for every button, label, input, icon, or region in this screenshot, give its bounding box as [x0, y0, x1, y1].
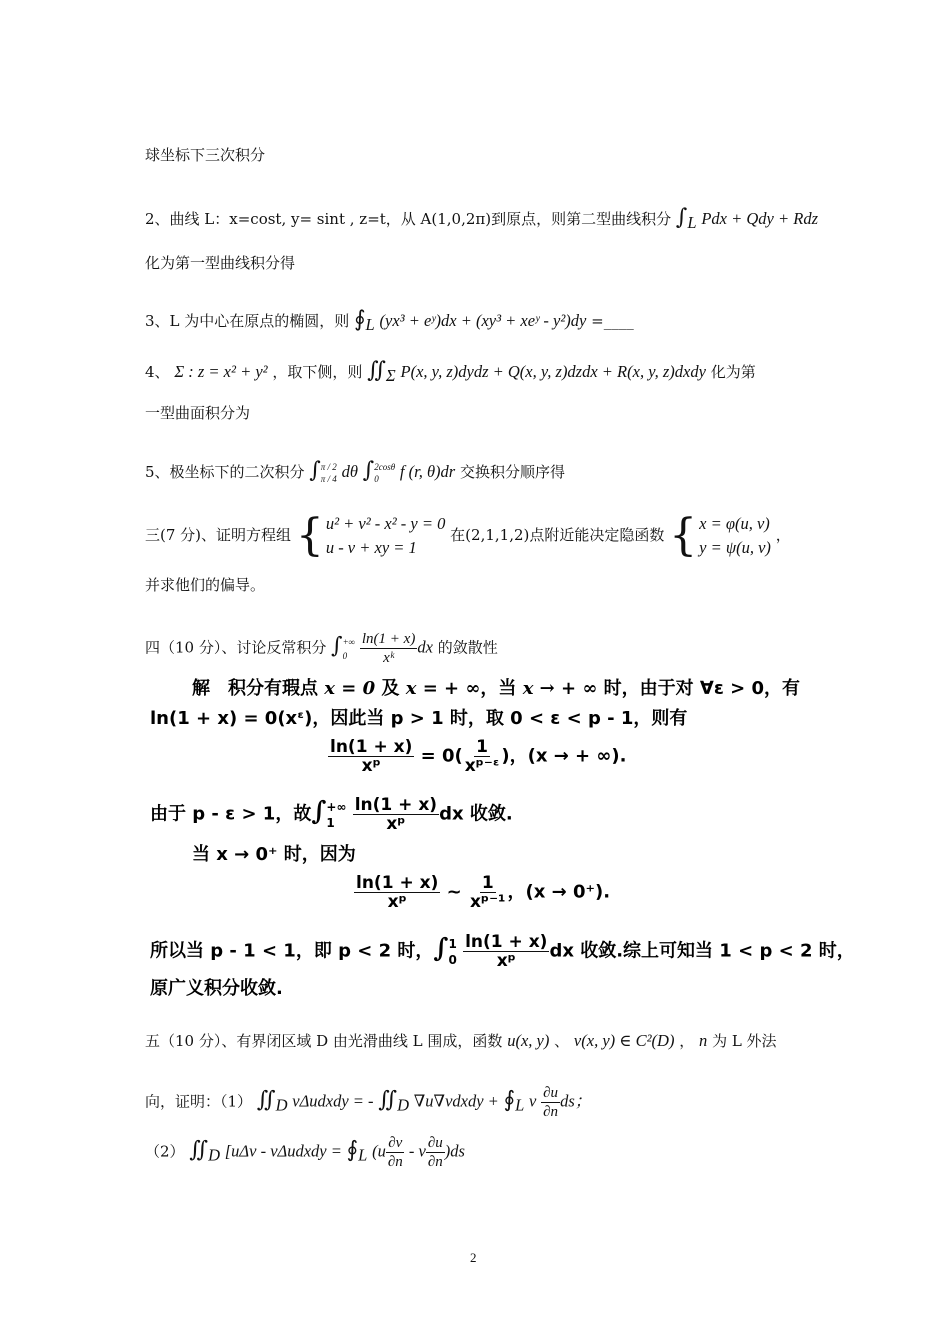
integral-sign: ∫ [331, 633, 343, 659]
q8-p1-mid: ∇u∇vdxdy + [413, 1091, 499, 1111]
brace-icon: { [295, 510, 324, 561]
q8-part1 [145, 1084, 591, 1121]
q2-formula: Pdx + Qdy + Rdz [701, 209, 819, 228]
sol-l7-upper: 1 [448, 936, 457, 951]
q5-outer-lower: π / 4 [320, 474, 337, 484]
q5-inner-lower: 0 [374, 474, 379, 484]
q7-d: dx [417, 637, 433, 657]
question-4 [145, 360, 756, 387]
sol-l7-frac [463, 933, 549, 970]
q8-p2-tail: )ds [444, 1141, 465, 1161]
sol-l6-den: xᵖ [387, 892, 407, 912]
section-title: 球坐标下三次积分 [145, 146, 266, 164]
sol-l6-mid: ~ [440, 881, 468, 903]
q8-p2-num1: ∂v [388, 1135, 403, 1151]
q5-inner-upper: 2cosθ [374, 462, 396, 472]
q8-p1-tail: ds； [560, 1091, 592, 1111]
question-3-section [145, 512, 791, 560]
solution-line-5: 当 x → 0⁺ 时，因为 [192, 844, 356, 865]
sol-l1-c: 及 [375, 678, 406, 699]
q5-tail: 交换积分顺序得 [460, 463, 566, 481]
q4-tail: 化为第 [710, 363, 756, 381]
q8-p1-lhs: vΔudxdy = - [292, 1091, 374, 1111]
sol-l3-num2: 1 [476, 737, 488, 757]
q8-prefix: 五（10 分）、有界闭区域 D 由光滑曲线 L 围成，函数 [145, 1032, 503, 1050]
q8-comma: ， [679, 1032, 695, 1050]
sol-l7-a: 所以当 p - 1 < 1，即 p < 2 时， [150, 940, 434, 962]
q8-p2-open: (u [372, 1141, 386, 1161]
q8-p1-v: v [529, 1091, 537, 1111]
sol-l3-eq: = 0( [414, 745, 463, 767]
sol-l4-tail: dx 收敛. [439, 803, 513, 825]
q8-p1-den: ∂n [543, 1104, 559, 1120]
integral-sign: ∫ [309, 458, 321, 483]
q8-n: n [699, 1031, 708, 1050]
q5-outer-d: dθ [341, 462, 358, 481]
q7-num: ln(1 + x) [361, 631, 416, 647]
q7-upper: +∞ [342, 636, 356, 647]
integral-sign: ∫ [675, 205, 688, 230]
q8-p2-prefix: （2） [145, 1142, 185, 1161]
q8-tail: 为 L 外法 [712, 1032, 777, 1050]
question-5 [145, 460, 565, 485]
q8-sub-d: D [397, 1095, 409, 1115]
sol-l4-limits [326, 799, 346, 831]
sol-l6-frac2 [468, 874, 508, 911]
sol-l3-tail: )，(x → + ∞). [501, 745, 627, 767]
integral-sign: ∫ [311, 796, 327, 827]
sol-l3-frac2 [463, 738, 502, 775]
implicit-functions [669, 512, 771, 560]
q4-line2: 一型曲面积分为 [145, 404, 251, 422]
q3-text: 3、L 为中心在原点的椭圆，则 [145, 312, 350, 330]
sol-l4-frac [353, 796, 439, 833]
sol-l7-den: xᵖ [496, 951, 516, 971]
sol-l1-a: 解 积分有瑕点 [192, 678, 325, 699]
q4-formula: P(x, y, z)dydz + Q(x, y, z)dzdx + R(x, y, z)dxdy [400, 362, 706, 381]
sol-l6-den2: xᵖ⁻¹ [469, 892, 506, 912]
equation-system [296, 512, 446, 560]
q6-eq2: u - v + xy = 1 [325, 538, 417, 557]
sol-l6-tail: ，(x → 0⁺). [507, 881, 611, 903]
sol-l4-a: 由于 p - ε > 1，故 [150, 803, 312, 825]
q8-f2: v(x, y) ∈ C²(D) [573, 1031, 675, 1050]
q2-line2: 化为第一型曲线积分得 [145, 254, 296, 272]
sol-l1-g: 时，由于对 ∀ε > 0，有 [597, 678, 801, 699]
q7-tail: 的敛散性 [437, 638, 498, 657]
q6-mid: 在(2,1,1,2)点附近能决定隐函数 [450, 526, 665, 544]
contour-integral-sign: ∮ [503, 1087, 516, 1113]
sol-l4-num: ln(1 + x) [354, 795, 438, 815]
q2-text: 2、曲线 L：x=cost, y= sint , z=t，从 A(1,0,2π)到原点，则第二型曲线积分 [145, 210, 672, 228]
q7-lower: 0 [342, 650, 348, 661]
sol-l3-den: xᵖ [361, 756, 381, 776]
q6-line2: 并求他们的偏导。 [145, 576, 266, 594]
q8-sub-l: L [358, 1145, 368, 1165]
q8-p2-den1: ∂n [387, 1154, 403, 1170]
q5-outer-upper: π / 2 [320, 462, 337, 472]
q6-eq1: u² + v² - x² - y = 0 [325, 514, 446, 533]
q8-p2-frac2 [426, 1134, 445, 1171]
brace-icon: { [669, 510, 698, 561]
sol-l7-lower: 0 [448, 952, 457, 967]
solution-line-1 [192, 676, 800, 702]
q8-p2-lhs: [uΔv - vΔudxdy = [224, 1141, 342, 1161]
q8-p1-frac [541, 1084, 560, 1121]
q8-p1-num: ∂u [543, 1085, 559, 1101]
contour-integral-sign: ∮ [346, 1137, 359, 1163]
question-5-section [145, 1030, 777, 1052]
q8-line2-prefix: 向，证明：（1） [145, 1092, 253, 1111]
q6-f1: x = φ(u, v) [699, 514, 770, 533]
sol-l3-frac1 [328, 738, 414, 775]
q4-surface: Σ : z = x² + y² [174, 362, 268, 381]
q3-sub: L [365, 315, 375, 334]
q5-outer-limits [321, 461, 337, 485]
sol-l3-num: ln(1 + x) [330, 737, 413, 757]
q2-sub: L [687, 213, 697, 232]
q8-part2 [145, 1134, 465, 1171]
double-integral-sign: ∬ [256, 1087, 276, 1113]
q7-fraction [360, 630, 417, 667]
double-integral-sign: ∬ [378, 1087, 398, 1113]
q4-prefix: 4、 [145, 363, 170, 381]
q7-prefix: 四（10 分）、讨论反常积分 [145, 638, 327, 657]
sol-l7-limits [448, 936, 456, 968]
solution-line-3 [328, 738, 626, 775]
q6-prefix: 三(7 分)、证明方程组 [145, 526, 292, 544]
page-number: 2 [470, 1250, 477, 1265]
sol-l3-den2: xᵖ⁻ᵋ [464, 756, 500, 776]
q8-sub-l: L [515, 1095, 525, 1115]
integral-sign: ∫ [362, 458, 375, 483]
solution-line-8: 原广义积分收敛. [150, 978, 283, 999]
sol-l7-num: ln(1 + x) [465, 932, 548, 952]
double-integral-sign: ∬ [367, 358, 386, 383]
q8-sub-d: D [275, 1095, 288, 1115]
question-2 [145, 207, 818, 234]
q6-f2: y = ψ(u, v) [699, 538, 771, 557]
solution-line-6 [354, 874, 610, 911]
q6-tail: ， [775, 526, 791, 544]
q7-den: xᵏ [383, 650, 395, 666]
question-3 [145, 309, 634, 336]
sol-l1-f: x → + ∞ [522, 678, 598, 699]
q8-p2-den2: ∂n [427, 1154, 443, 1170]
q4-sub: Σ [385, 366, 396, 385]
sol-l1-d: x = + ∞ [405, 678, 481, 699]
sol-l6-num: ln(1 + x) [356, 873, 439, 893]
q8-sep: 、 [554, 1032, 570, 1050]
solution-line-4 [150, 796, 513, 833]
solution-line-2: ln(1 + x) = 0(xᵋ)，因此当 p > 1 时，取 0 < ε < p - 1，则有 [150, 708, 688, 729]
sol-l4-upper: +∞ [326, 799, 347, 814]
q8-p2-num2: ∂u [427, 1135, 443, 1151]
q8-p2-minus: - v [404, 1141, 426, 1161]
sol-l4-lower: 1 [326, 815, 335, 830]
q4-mid: ，取下侧，则 [272, 363, 363, 381]
q8-p2-frac1 [386, 1134, 405, 1171]
double-integral-sign: ∬ [189, 1137, 209, 1163]
sol-l6-frac1 [354, 874, 440, 911]
q8-f1: u(x, y) [507, 1031, 550, 1050]
q3-tail: =____ [591, 312, 634, 330]
sol-l6-num2: 1 [481, 873, 494, 893]
sol-l7-tail: dx 收敛.综上可知当 1 < p < 2 时， [549, 940, 855, 962]
sol-l1-b: x = 0 [324, 678, 376, 699]
sol-l4-den: xᵖ [386, 814, 406, 834]
q3-formula: (yx³ + eʸ)dx + (xy³ + xeʸ - y²)dy [379, 311, 587, 330]
q5-text: 5、极坐标下的二次积分 [145, 463, 305, 481]
contour-integral-sign: ∮ [354, 307, 366, 332]
q8-sub-d: D [208, 1145, 220, 1165]
solution-line-7 [150, 933, 855, 970]
sol-l1-e: ，当 [480, 678, 523, 699]
integral-sign: ∫ [433, 933, 449, 964]
q7-limits [343, 635, 356, 663]
q5-integrand: f (r, θ)dr [399, 462, 456, 481]
question-4-section [145, 630, 498, 667]
q5-inner-limits [374, 461, 395, 485]
